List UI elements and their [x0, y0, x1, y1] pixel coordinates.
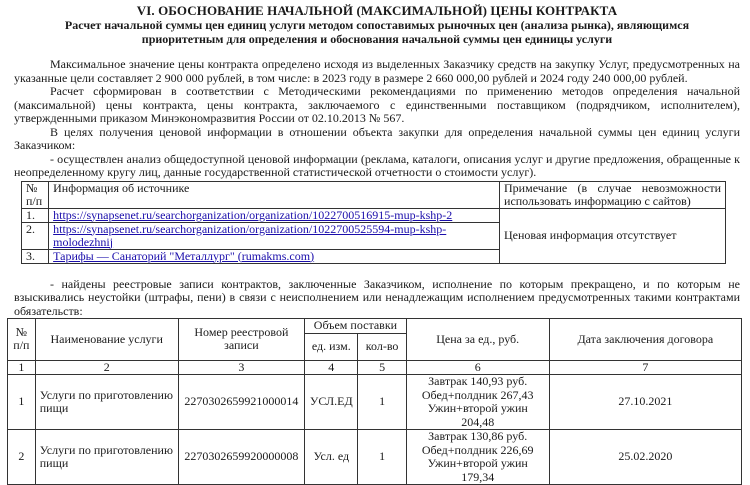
table-row	[8, 430, 742, 485]
reg-number: 2270302659920000008	[178, 430, 304, 485]
col-number: 6	[406, 360, 549, 375]
unit: Усл. ед	[305, 430, 358, 485]
sources-table-header	[22, 181, 726, 208]
price-breakfast: Завтрак 130,86 руб.	[428, 429, 528, 443]
contract-date: 27.10.2021	[549, 375, 741, 430]
col-number: 2	[35, 360, 178, 375]
reg-number: 2270302659921000014	[178, 375, 304, 430]
header-price: Цена за ед., руб.	[406, 319, 549, 361]
service-name: Услуги по приготовлению пищи	[35, 430, 178, 485]
registry-col-numbers	[8, 360, 742, 375]
header-num: № п/п	[8, 319, 36, 361]
price-breakfast: Завтрак 140,93 руб.	[428, 374, 528, 388]
source-link-3[interactable]: Тарифы — Санаторий "Металлург" (rumakms.com)	[53, 248, 315, 263]
row-num: 3.	[22, 249, 49, 263]
header-note: Примечание (в случае невозможности использовать информацию с сайтов)	[500, 181, 726, 208]
header-date: Дата заключения договора	[549, 319, 741, 361]
document-page	[14, 3, 740, 485]
price	[406, 375, 549, 430]
paragraph-registry-records: - найдены реестровые записи контрактов, заключенные Заказчиком, исполнение по которым прекращено, и по которым не взыскивались неустойки (штрафы, пени) в связи с неисполнением или ненадлежащим исполнением предусмотренных такими контрактами обязательств:	[14, 276, 740, 318]
price-dinner: Ужин+второй ужин 179,34	[427, 456, 528, 484]
row-num: 2.	[22, 222, 49, 249]
price-lunch: Обед+полдник 267,43	[421, 387, 534, 402]
qty: 1	[358, 430, 406, 485]
price-lunch: Обед+полдник 226,69	[421, 442, 534, 457]
table-row	[8, 375, 742, 430]
header-reg-number: Номер реестровой записи	[178, 319, 304, 361]
paragraph-methodology: Расчет сформирован в соответствии с Методическими рекомендациями по применению методов определения начальной (максимальной) цены контракта, цены контракта, заключаемого с единственными поставщиком (подрядчиком, исполнителем), утвержденными приказом Минэкономразвития России от 02.10.2013 № 567.	[14, 84, 740, 125]
header-info: Информация об источнике	[49, 181, 500, 208]
qty: 1	[358, 375, 406, 430]
price-dinner: Ужин+второй ужин 204,48	[427, 401, 528, 429]
header-num: № п/п	[22, 181, 49, 208]
table-row	[22, 208, 726, 222]
sources-table	[21, 181, 726, 264]
subtitle-line-2: приоритетным для определения и обоснования начальной суммы цен единицы услуги	[141, 32, 613, 46]
col-number: 3	[178, 360, 304, 375]
source-link-1[interactable]: https://synapsenet.ru/searchorganization/organization/1022700516915-mup-kshp-2	[53, 207, 453, 222]
col-number: 7	[549, 360, 741, 375]
header-service: Наименование услуги	[35, 319, 178, 361]
section-subtitle	[14, 18, 740, 46]
header-volume: Объем поставки	[305, 319, 407, 334]
price	[406, 430, 549, 485]
registry-table	[7, 318, 742, 485]
col-number: 5	[358, 360, 406, 375]
source-link-2[interactable]: https://synapsenet.ru/searchorganization/organization/1022700525594-mup-kshp-molodezhnij	[53, 221, 447, 249]
paragraph-max-price: Максимальное значение цены контракта определено исходя из выделенных Заказчику средств на закупку Услуг, предусмотренных на указанные цели составляет 2 900 000 рублей, в том числе: в 2023 году в размере 2 660 000,00 рублей и 2024 году 240 000,00 рублей.	[14, 57, 740, 85]
service-name: Услуги по приготовлению пищи	[35, 375, 178, 430]
paragraph-price-info-goal: В целях получения ценовой информации в отношении объекта закупки для определения начальной суммы цен единиц услуги Заказчиком:	[14, 124, 740, 152]
unit: УСЛ.ЕД	[305, 375, 358, 430]
col-number: 1	[8, 360, 36, 375]
registry-header-row-1	[8, 319, 742, 334]
contract-date: 25.02.2020	[549, 430, 741, 485]
row-num: 1	[8, 375, 36, 430]
header-qty: кол-во	[358, 333, 406, 360]
row-num: 1.	[22, 208, 49, 222]
row-num: 2	[8, 430, 36, 485]
col-number: 4	[305, 360, 358, 375]
section-title: VI. ОБОСНОВАНИЕ НАЧАЛЬНОЙ (МАКСИМАЛЬНОЙ) ЦЕНЫ КОНТРАКТА	[136, 3, 618, 18]
subtitle-line-1: Расчет начальной суммы цен единиц услуги методом сопоставимых рыночных цен (анализа рынка), являющимся	[64, 18, 690, 32]
note-cell: Ценовая информация отсутствует	[500, 208, 726, 263]
paragraph-analysis: - осуществлен анализ общедоступной ценовой информации (реклама, каталоги, описания услуг и другие предложения, обращенные к неопределенному кругу лиц, данные государственной статистической отчетности о стоимости услуг).	[14, 151, 740, 179]
header-unit: ед. изм.	[305, 333, 358, 360]
